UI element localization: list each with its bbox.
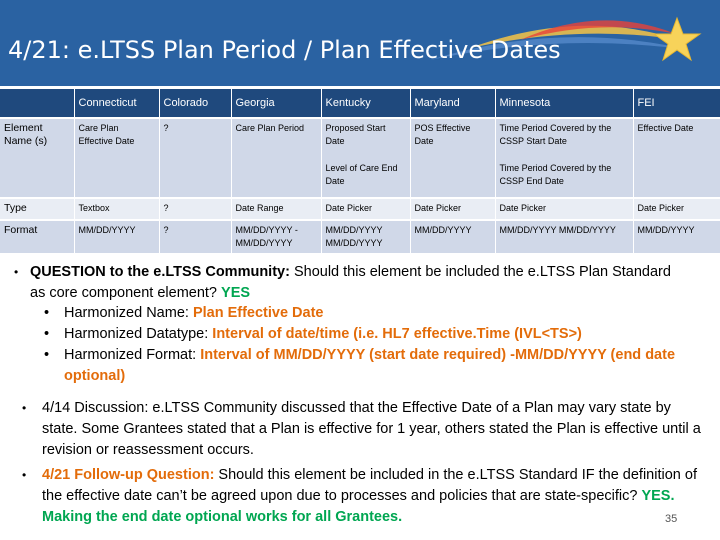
item-value: Plan Effective Date	[192, 305, 324, 321]
followup-answer: YES. Making the end date optional works for all Grantees.	[42, 488, 675, 525]
row-label: Format	[0, 220, 74, 254]
cell-text-secondary: Time Period Covered by the CSSP End Date	[499, 163, 612, 186]
table-cell	[321, 118, 410, 198]
table-cell: ?	[159, 118, 231, 198]
row-label: Type	[0, 198, 74, 220]
item-label: Harmonized Format:	[64, 347, 201, 363]
star-icon	[654, 18, 700, 60]
table-cell: ?	[159, 198, 231, 220]
table-cell: Textbox	[74, 198, 159, 220]
table-cell: Date Picker	[495, 198, 633, 220]
table-cell: Care Plan Effective Date	[74, 118, 159, 198]
list-item	[38, 303, 698, 324]
bullet-dot-icon: •	[44, 305, 50, 321]
question-body: Should this element be included the e.LTSS Plan Standard as core component element?	[30, 264, 671, 301]
cell-text-secondary: Level of Care End Date	[325, 163, 398, 186]
slide-number: 35	[665, 513, 678, 525]
list-item	[38, 324, 698, 345]
header-cell: Connecticut	[74, 89, 159, 118]
table-row-type	[0, 198, 720, 220]
bullet-dot-icon: •	[44, 347, 50, 363]
table-cell: Date Range	[231, 198, 321, 220]
question-lead: QUESTION to the e.LTSS Community:	[30, 264, 290, 280]
item-value: Interval of date/time (i.e. HL7 effective.Time (IVL<TS>)	[212, 326, 582, 342]
table-cell: Date Picker	[321, 198, 410, 220]
table-cell: MM/DD/YYYY MM/DD/YYYY	[495, 220, 633, 254]
table-cell: POS Effective Date	[410, 118, 495, 198]
header-cell: Colorado	[159, 89, 231, 118]
table-cell: MM/DD/YYYY	[410, 220, 495, 254]
item-value: Interval of MM/DD/YYYY (start date required) -MM/DD/YYYY (end date optional)	[64, 347, 676, 384]
cell-text: Time Period Covered by the CSSP Start Date	[499, 123, 612, 146]
table-header-row	[0, 89, 720, 118]
header-cell	[0, 89, 74, 118]
table-cell: MM/DD/YYYY - MM/DD/YYYY	[231, 220, 321, 254]
followup-text	[42, 465, 708, 528]
discussion-text: 4/14 Discussion: e.LTSS Community discussed that the Effective Date of a Plan may vary state by state. Some Grantees stated that a Plan is effective for 1 year, others stated the Plan is effective until a revision or reassessment occurs.	[42, 400, 701, 458]
table-cell: Effective Date	[633, 118, 720, 198]
page-title: 4/21: e.LTSS Plan Period / Plan Effective Dates	[8, 36, 561, 64]
table-row-element-name	[0, 118, 720, 198]
harmonized-list	[38, 303, 698, 387]
header-cell: Maryland	[410, 89, 495, 118]
header-cell: FEI	[633, 89, 720, 118]
question-text	[30, 262, 680, 304]
header-cell: Kentucky	[321, 89, 410, 118]
item-label: Harmonized Name:	[64, 305, 193, 321]
table-cell: MM/DD/YYYY MM/DD/YYYY	[321, 220, 410, 254]
table-cell: Date Picker	[633, 198, 720, 220]
table-cell: Care Plan Period	[231, 118, 321, 198]
item-label: Harmonized Datatype:	[64, 326, 213, 342]
list-item	[38, 345, 698, 387]
table-cell: ?	[159, 220, 231, 254]
question-answer: YES	[221, 285, 251, 301]
title-bar	[0, 0, 720, 86]
table-row-format	[0, 220, 720, 254]
followup-lead: 4/21 Follow-up Question:	[42, 467, 215, 483]
bullet-dot-icon: •	[22, 401, 27, 415]
bullet-dot-icon: •	[14, 265, 19, 279]
header-cell: Georgia	[231, 89, 321, 118]
bullet-dot-icon: •	[44, 326, 50, 342]
followup-body: Should this element be included in the e.LTSS Standard IF the definition of the effective date can’t be agreed upon due to processes and policies that are state-specific?	[42, 467, 697, 504]
table-cell: MM/DD/YYYY	[633, 220, 720, 254]
table-cell: MM/DD/YYYY	[74, 220, 159, 254]
bullet-dot-icon: •	[22, 468, 27, 482]
table-cell: Date Picker	[410, 198, 495, 220]
state-comparison-table	[0, 89, 720, 255]
cell-text: Proposed Start Date	[325, 123, 386, 146]
row-label: Element Name (s)	[0, 118, 74, 198]
header-cell: Minnesota	[495, 89, 633, 118]
table-cell	[495, 118, 633, 198]
